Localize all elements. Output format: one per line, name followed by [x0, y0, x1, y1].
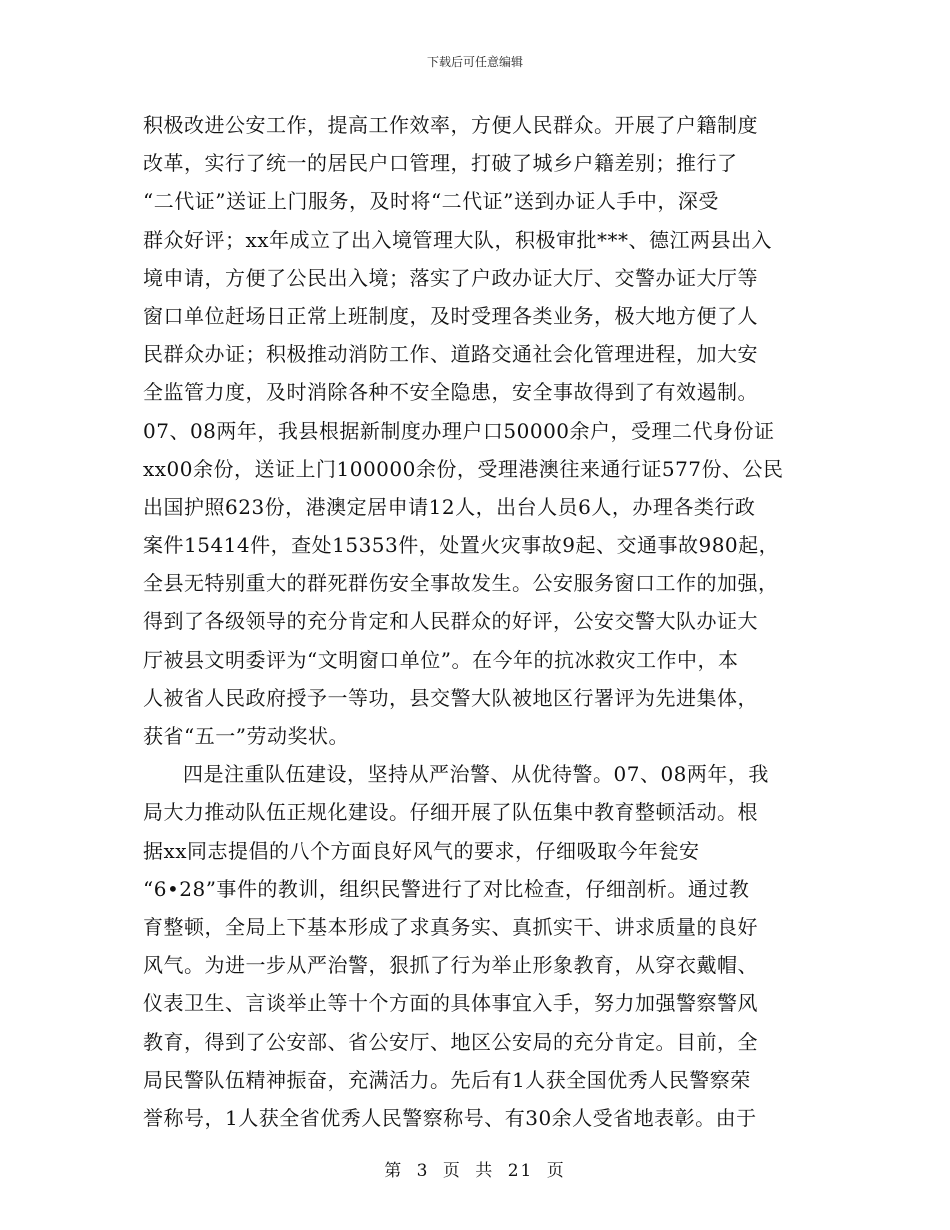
text-line: 改革，实行了统一的居民户口管理，打破了城乡户籍差别；推行了 — [143, 151, 738, 176]
text-line: 全监管力度，及时消除各种不安全隐患，安全事故得到了有效遏制。 — [143, 380, 758, 405]
text-line: 厅被县文明委评为“文明窗口单位”。在今年的抗冰救灾工作中，本 — [143, 647, 739, 672]
paragraph-start-line: 四是注重队伍建设，坚持从严治警、从优待警。07、08两年，我 — [183, 762, 769, 787]
text-line: 窗口单位赶场日正常上班制度，及时受理各类业务，极大地方便了人 — [143, 303, 758, 328]
text-line: 育整顿，全局上下基本形成了求真务实、真抓实干、讲求质量的良好 — [143, 914, 758, 939]
text-line: 全县无特别重大的群死群伤安全事故发生。公安服务窗口工作的加强， — [143, 571, 779, 596]
text-line: 获省“五一”劳动奖状。 — [143, 724, 349, 748]
text-line: 境申请，方便了公民出入境；落实了户政办证大厅、交警办证大厅等 — [143, 265, 758, 290]
text-line: 据xx同志提倡的八个方面良好风气的要求，仔细吸取今年瓮安 — [143, 838, 700, 863]
body-text — [143, 106, 813, 1137]
text-line: 风气。为进一步从严治警，狠抓了行为举止形象教育，从穿衣戴帽、 — [143, 953, 758, 978]
text-line: 教育，得到了公安部、省公安厅、地区公安局的充分肯定。目前，全 — [143, 1029, 758, 1054]
page-header: 下载后可任意编辑 — [426, 55, 523, 69]
text-line: “二代证”送证上门服务，及时将“二代证”送到办证人手中，深受 — [143, 189, 719, 214]
text-line: 案件15414件，查处15353件，处置火灾事故9起、交通事故980起， — [143, 533, 780, 558]
text-line: 群众好评；xx年成立了出入境管理大队，积极审批***、德江两县出入 — [143, 227, 773, 252]
text-line: 积极改进公安工作，提高工作效率，方便人民群众。开展了户籍制度 — [143, 113, 758, 137]
text-line: 仪表卫生、言谈举止等十个方面的具体事宜入手，努力加强警察警风 — [143, 991, 758, 1016]
text-line: 07、08两年，我县根据新制度办理户口50000余户，受理二代身份证 — [143, 418, 775, 443]
text-line: 出国护照623份，港澳定居申请12人，出台人员6人，办理各类行政 — [143, 494, 756, 519]
page-number-footer: 第 3 页 共 21 页 — [384, 1161, 566, 1181]
text-line: 得到了各级领导的充分肯定和人民群众的好评，公安交警大队办证大 — [143, 609, 758, 634]
text-line: 誉称号，1人获全省优秀人民警察称号、有30余人受省地表彰。由于 — [143, 1105, 757, 1130]
text-line: xx00余份，送证上门100000余份，受理港澳往来通行证577份、公民 — [143, 456, 784, 481]
text-line: 局民警队伍精神振奋，充满活力。先后有1人获全国优秀人民警察荣 — [143, 1067, 751, 1092]
text-line: 局大力推动队伍正规化建设。仔细开展了队伍集中教育整顿活动。根 — [143, 800, 758, 825]
text-line: “6•28”事件的教训，组织民警进行了对比检查，仔细剖析。通过教 — [143, 876, 750, 901]
text-line: 人被省人民政府授予一等功，县交警大队被地区行署评为先进集体， — [143, 685, 758, 710]
text-line: 民群众办证；积极推动消防工作、道路交通社会化管理进程，加大安 — [143, 342, 758, 367]
